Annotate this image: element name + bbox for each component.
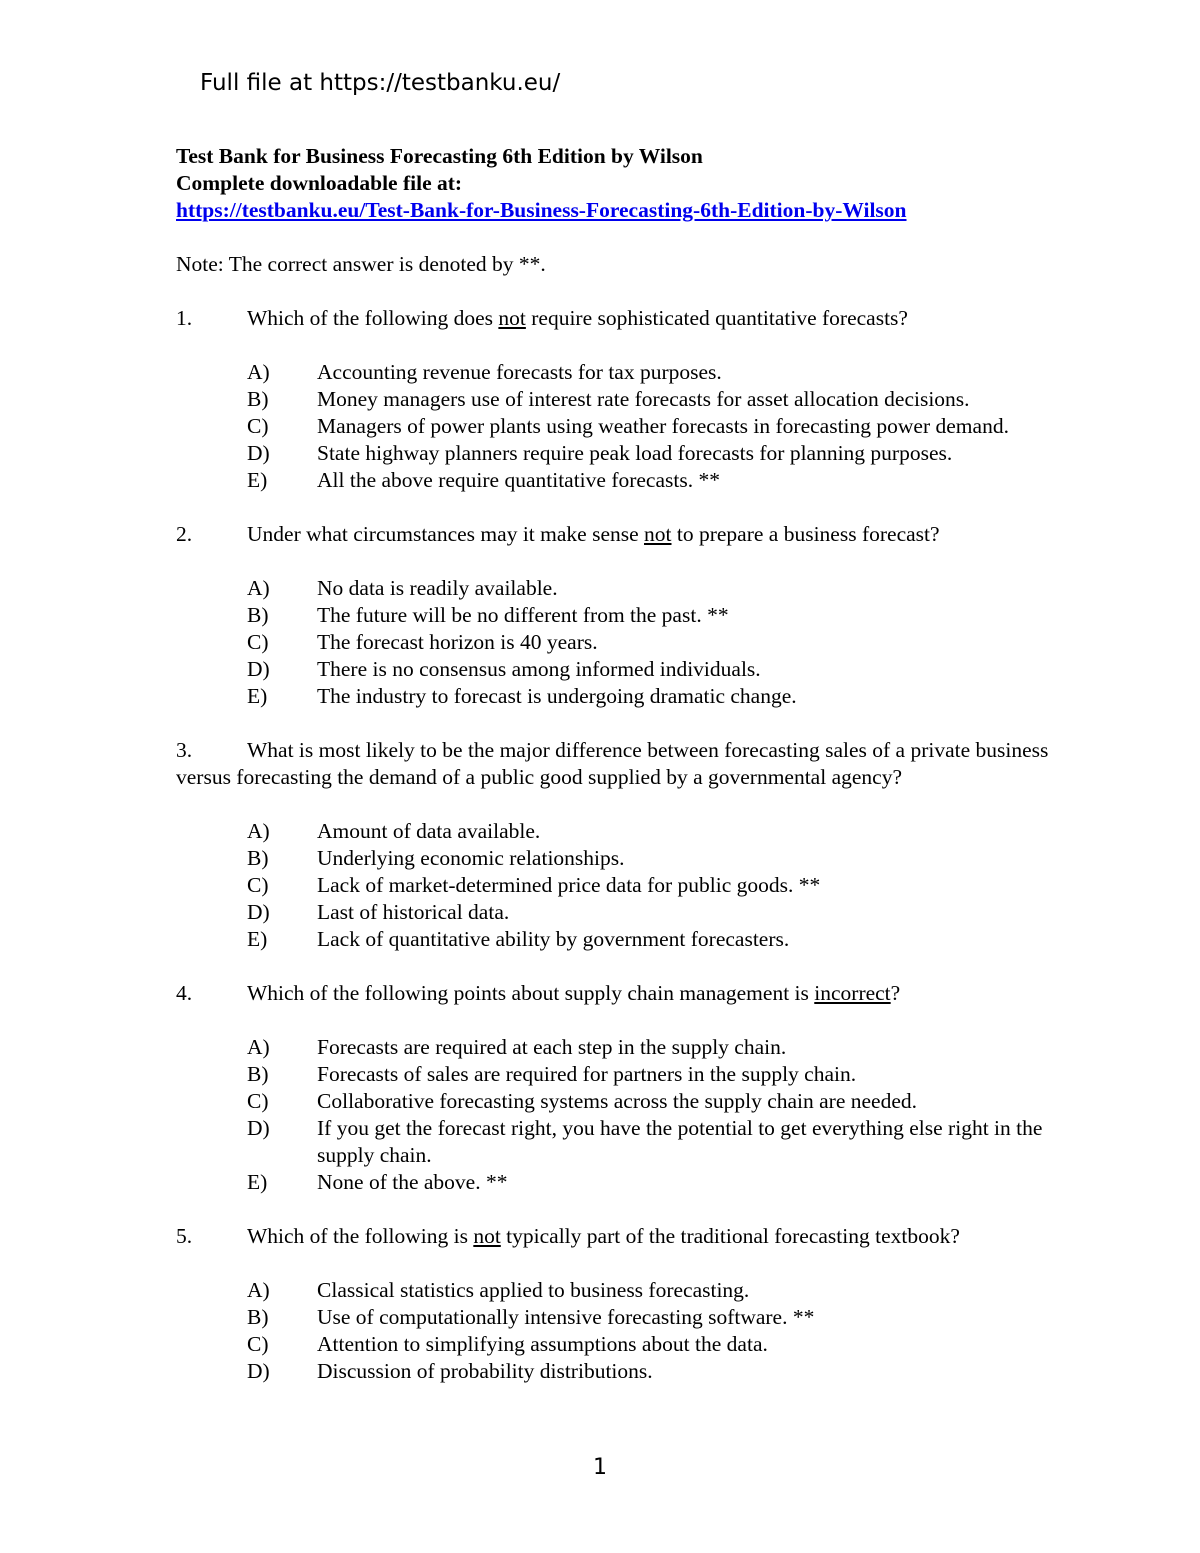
option-list [176,575,1096,710]
option-text: Underlying economic relationships. [317,846,625,870]
stem-underlined: not [498,306,526,330]
option-letter: B) [247,846,269,870]
header-note: Full file at https://testbanku.eu/ [200,70,561,96]
option-text: The industry to forecast is undergoing dramatic change. [317,684,797,708]
option-e [176,926,1096,953]
option-a [176,818,1096,845]
stem-underlined: not [644,522,672,546]
option-text: Forecasts of sales are required for partners in the supply chain. [317,1062,857,1086]
stem-text-after: ? [890,981,901,1005]
option-letter: A) [247,576,270,600]
option-letter: A) [247,360,270,384]
option-letter: B) [247,1062,269,1086]
option-text: Classical statistics applied to business forecasting. [317,1278,750,1302]
stem-underlined: not [473,1224,501,1248]
option-letter: E) [247,1170,268,1194]
option-d [176,899,1096,926]
option-letter: B) [247,387,269,411]
option-letter: B) [247,603,269,627]
stem-text-after: require sophisticated quantitative forecasts? [525,306,908,330]
question-stem [176,737,1096,791]
option-a [176,1277,1096,1304]
question-stem [176,521,1096,548]
option-text: State highway planners require peak load forecasts for planning purposes. [317,441,953,465]
option-text: There is no consensus among informed individuals. [317,657,761,681]
option-letter: E) [247,468,268,492]
option-text: No data is readily available. [317,576,558,600]
option-d [176,1358,1096,1385]
option-b [176,386,1096,413]
option-text: None of the above. ** [317,1170,508,1194]
option-a [176,1034,1096,1061]
option-c [176,1088,1096,1115]
option-letter: C) [247,630,269,654]
option-text: Lack of quantitative ability by government forecasters. [317,927,790,951]
option-list [176,359,1096,494]
option-b [176,602,1096,629]
option-list [176,1277,1096,1385]
option-text: Attention to simplifying assumptions about the data. [317,1332,768,1356]
option-letter: D) [247,900,270,924]
option-b [176,1304,1096,1331]
question-3 [176,737,1096,953]
option-c [176,413,1096,440]
question-stem [176,1223,1096,1250]
stem-text-after: typically part of the traditional forecasting textbook? [500,1224,960,1248]
option-d [176,440,1096,467]
document-title: Test Bank for Business Forecasting 6th Edition by Wilson [176,144,703,168]
option-text: Lack of market-determined price data for public goods. ** [317,873,821,897]
option-letter: A) [247,1278,270,1302]
answer-note: Note: The correct answer is denoted by **. [176,252,546,276]
option-text: If you get the forecast right, you have the potential to get everything else right in the supply chain. [317,1116,1043,1167]
option-text: Amount of data available. [317,819,541,843]
option-text: All the above require quantitative forecasts. ** [317,468,720,492]
option-letter: E) [247,927,268,951]
option-letter: C) [247,873,269,897]
option-text: The forecast horizon is 40 years. [317,630,598,654]
stem-text: Which of the following points about supply chain management is [247,981,815,1005]
question-5 [176,1223,1096,1385]
option-letter: A) [247,1035,270,1059]
option-text: Last of historical data. [317,900,510,924]
option-letter: C) [247,414,269,438]
option-letter: A) [247,819,270,843]
question-number: 1. [176,306,193,330]
question-4 [176,980,1096,1196]
option-c [176,1331,1096,1358]
option-text: Accounting revenue forecasts for tax purposes. [317,360,722,384]
question-number: 3. [176,738,193,762]
option-letter: D) [247,657,270,681]
question-number: 2. [176,522,193,546]
option-a [176,359,1096,386]
question-stem [176,980,1096,1007]
document-subtitle: Complete downloadable file at: [176,171,463,195]
download-link[interactable]: https://testbanku.eu/Test-Bank-for-Business-Forecasting-6th-Edition-by-Wilson [176,198,907,222]
option-text: Managers of power plants using weather forecasts in forecasting power demand. [317,414,1009,438]
option-text: Discussion of probability distributions. [317,1359,653,1383]
option-letter: C) [247,1089,269,1113]
option-list [176,1034,1096,1196]
document-body [176,143,1096,1385]
option-text: Forecasts are required at each step in the supply chain. [317,1035,787,1059]
option-letter: B) [247,1305,269,1329]
option-letter: D) [247,1359,270,1383]
option-e [176,1169,1096,1196]
question-2 [176,521,1096,710]
stem-text-after: to prepare a business forecast? [671,522,940,546]
page-number: 1 [593,1455,607,1480]
option-d [176,1115,1096,1169]
question-stem [176,305,1096,332]
option-b [176,1061,1096,1088]
option-letter: E) [247,684,268,708]
option-letter: D) [247,1116,270,1140]
option-a [176,575,1096,602]
option-e [176,467,1096,494]
option-letter: D) [247,441,270,465]
option-text: The future will be no different from the past. ** [317,603,729,627]
option-c [176,629,1096,656]
stem-underlined: incorrect [814,981,891,1005]
option-b [176,845,1096,872]
question-number: 4. [176,981,193,1005]
option-letter: C) [247,1332,269,1356]
stem-text: Which of the following is [247,1224,474,1248]
option-text: Collaborative forecasting systems across the supply chain are needed. [317,1089,918,1113]
option-text: Use of computationally intensive forecasting software. ** [317,1305,815,1329]
stem-text: What is most likely to be the major difference between forecasting sales of a private business versus forecasting the demand of a public good supplied by a governmental agency? [176,738,1049,789]
option-text: Money managers use of interest rate forecasts for asset allocation decisions. [317,387,970,411]
option-c [176,872,1096,899]
stem-text: Which of the following does [247,306,499,330]
option-e [176,683,1096,710]
stem-text: Under what circumstances may it make sense [247,522,645,546]
option-d [176,656,1096,683]
option-list [176,818,1096,953]
question-number: 5. [176,1224,193,1248]
question-1 [176,305,1096,494]
